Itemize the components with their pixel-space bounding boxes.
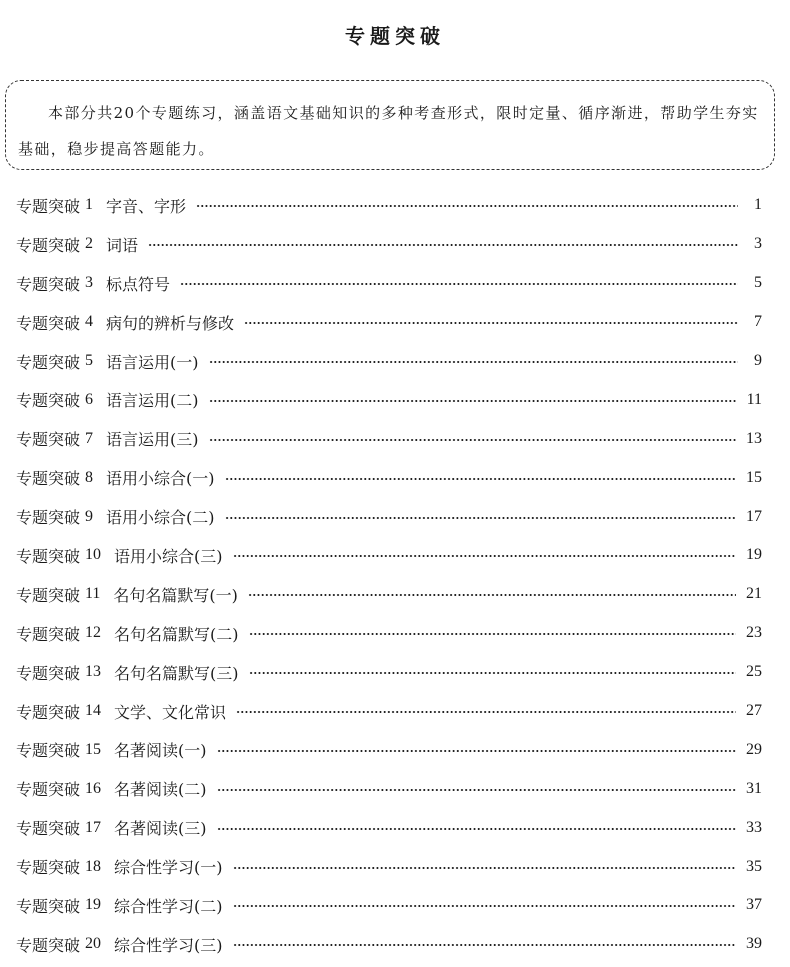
toc-item-label: 专题突破 <box>16 313 81 333</box>
dot-leader <box>209 400 737 402</box>
toc-item-page: 15 <box>746 468 762 486</box>
toc-item-3[interactable] <box>16 264 762 303</box>
toc-item-page: 31 <box>746 779 762 797</box>
toc-item-page: 21 <box>746 585 762 603</box>
toc-item-label: 专题突破 <box>16 469 81 489</box>
toc-item-title: 语言运用(一) <box>106 352 199 372</box>
toc-item-label: 专题突破 <box>16 896 81 916</box>
toc-item-page: 25 <box>746 663 762 681</box>
toc-item-19[interactable] <box>16 886 762 925</box>
toc-item-page: 19 <box>746 546 762 564</box>
toc-item-12[interactable] <box>16 614 762 653</box>
dot-leader <box>236 711 736 713</box>
toc-item-page: 5 <box>754 274 762 292</box>
toc-item-label: 专题突破 <box>16 196 81 216</box>
toc-item-label: 专题突破 <box>16 819 81 839</box>
toc-item-title: 名句名篇默写(三) <box>114 663 239 683</box>
toc-item-number: 4 <box>85 313 94 331</box>
toc-item-5[interactable] <box>16 342 762 381</box>
toc-item-title: 名句名篇默写(二) <box>114 624 239 644</box>
toc-item-page: 33 <box>746 818 762 836</box>
toc-item-label: 专题突破 <box>16 274 81 294</box>
toc-item-number: 13 <box>85 663 102 681</box>
toc-item-number: 18 <box>85 857 102 875</box>
toc-item-number: 20 <box>85 935 102 953</box>
dot-leader <box>248 594 736 596</box>
toc-item-16[interactable] <box>16 769 762 808</box>
toc-item-page: 27 <box>746 702 762 720</box>
dot-leader <box>217 828 736 830</box>
toc-item-7[interactable] <box>16 419 762 458</box>
toc-item-label: 专题突破 <box>16 663 81 683</box>
toc-item-title: 名著阅读(一) <box>114 741 207 761</box>
toc-item-title: 语用小综合(三) <box>114 546 223 566</box>
intro-text: 本部分共20个专题练习，涵盖语文基础知识的多种考查形式，限时定量、循序渐进，帮助学生夯实基础，稳步提高答题能力。 <box>18 104 759 158</box>
dot-leader <box>148 244 738 246</box>
toc-item-page: 9 <box>754 352 762 369</box>
toc-item-number: 2 <box>85 235 94 253</box>
toc-item-page: 29 <box>746 740 762 758</box>
toc-item-label: 专题突破 <box>16 430 81 450</box>
toc-item-number: 19 <box>85 896 102 914</box>
toc-item-label: 专题突破 <box>16 352 81 372</box>
toc-item-title: 语用小综合(一) <box>106 469 215 489</box>
page-title: 专题突破 <box>345 24 445 48</box>
toc-item-number: 9 <box>85 507 94 525</box>
toc-item-number: 8 <box>85 468 94 486</box>
toc-item-page: 37 <box>746 896 762 914</box>
toc-item-label: 专题突破 <box>16 585 81 605</box>
toc-item-8[interactable] <box>16 458 762 497</box>
dot-leader <box>244 322 738 324</box>
toc-item-9[interactable] <box>16 497 762 536</box>
dot-leader <box>196 205 738 207</box>
toc-item-page: 7 <box>754 313 762 331</box>
toc-item-15[interactable] <box>16 730 762 769</box>
toc-item-11[interactable] <box>16 575 762 614</box>
toc-item-label: 专题突破 <box>16 508 81 528</box>
toc-item-14[interactable] <box>16 692 762 731</box>
intro-box <box>5 80 775 170</box>
table-of-contents <box>16 186 762 964</box>
toc-item-title: 名著阅读(二) <box>114 780 207 800</box>
toc-item-title: 综合性学习(一) <box>114 858 223 878</box>
toc-item-number: 17 <box>85 818 102 836</box>
toc-item-title: 综合性学习(二) <box>114 896 223 916</box>
dot-leader <box>233 867 736 869</box>
toc-item-6[interactable] <box>16 380 762 419</box>
toc-item-20[interactable] <box>16 925 762 964</box>
toc-item-number: 12 <box>85 624 102 642</box>
toc-item-title: 语言运用(三) <box>106 430 199 450</box>
toc-item-title: 标点符号 <box>106 274 171 294</box>
toc-item-number: 7 <box>85 429 94 447</box>
toc-item-18[interactable] <box>16 847 762 886</box>
toc-item-title: 病句的辨析与修改 <box>106 313 235 333</box>
toc-item-page: 17 <box>746 507 762 525</box>
dot-leader <box>233 944 736 946</box>
dot-leader <box>233 905 736 907</box>
toc-item-label: 专题突破 <box>16 235 81 255</box>
toc-item-title: 语言运用(二) <box>106 391 199 411</box>
toc-item-number: 16 <box>85 779 102 797</box>
toc-item-label: 专题突破 <box>16 741 81 761</box>
toc-item-page: 23 <box>746 624 762 642</box>
toc-item-label: 专题突破 <box>16 935 81 955</box>
toc-item-number: 10 <box>85 546 102 564</box>
toc-item-number: 11 <box>85 585 101 603</box>
dot-leader <box>249 633 736 635</box>
toc-item-2[interactable] <box>16 225 762 264</box>
toc-item-number: 1 <box>85 196 94 214</box>
toc-item-10[interactable] <box>16 536 762 575</box>
toc-item-title: 名著阅读(三) <box>114 819 207 839</box>
toc-item-1[interactable] <box>16 186 762 225</box>
toc-item-label: 专题突破 <box>16 624 81 644</box>
toc-item-number: 14 <box>85 702 102 720</box>
toc-item-number: 6 <box>85 390 94 408</box>
dot-leader <box>180 283 738 285</box>
dot-leader <box>209 361 738 363</box>
toc-item-title: 字音、字形 <box>106 196 187 216</box>
toc-item-title: 词语 <box>106 235 139 255</box>
dot-leader <box>225 517 736 519</box>
toc-item-label: 专题突破 <box>16 780 81 800</box>
toc-item-title: 语用小综合(二) <box>106 508 215 528</box>
toc-item-page: 1 <box>754 196 762 214</box>
toc-item-page: 11 <box>746 390 762 408</box>
dot-leader <box>217 789 736 791</box>
toc-item-17[interactable] <box>16 808 762 847</box>
dot-leader <box>225 478 736 480</box>
toc-item-13[interactable] <box>16 653 762 692</box>
toc-item-4[interactable] <box>16 303 762 342</box>
toc-item-label: 专题突破 <box>16 546 81 566</box>
toc-item-number: 15 <box>85 740 102 758</box>
toc-item-title: 综合性学习(三) <box>114 935 223 955</box>
toc-item-number: 5 <box>85 352 94 369</box>
toc-item-page: 35 <box>746 857 762 875</box>
dot-leader <box>217 750 736 752</box>
toc-item-page: 13 <box>746 429 762 447</box>
toc-item-title: 名句名篇默写(一) <box>113 585 238 605</box>
dot-leader <box>209 439 736 441</box>
toc-item-page: 39 <box>746 935 762 953</box>
toc-item-label: 专题突破 <box>16 702 81 722</box>
toc-item-label: 专题突破 <box>16 391 81 411</box>
dot-leader <box>249 672 736 674</box>
toc-item-label: 专题突破 <box>16 858 81 878</box>
dot-leader <box>233 555 736 557</box>
toc-item-title: 文学、文化常识 <box>114 702 227 722</box>
toc-item-number: 3 <box>85 274 94 292</box>
toc-item-page: 3 <box>754 235 762 253</box>
